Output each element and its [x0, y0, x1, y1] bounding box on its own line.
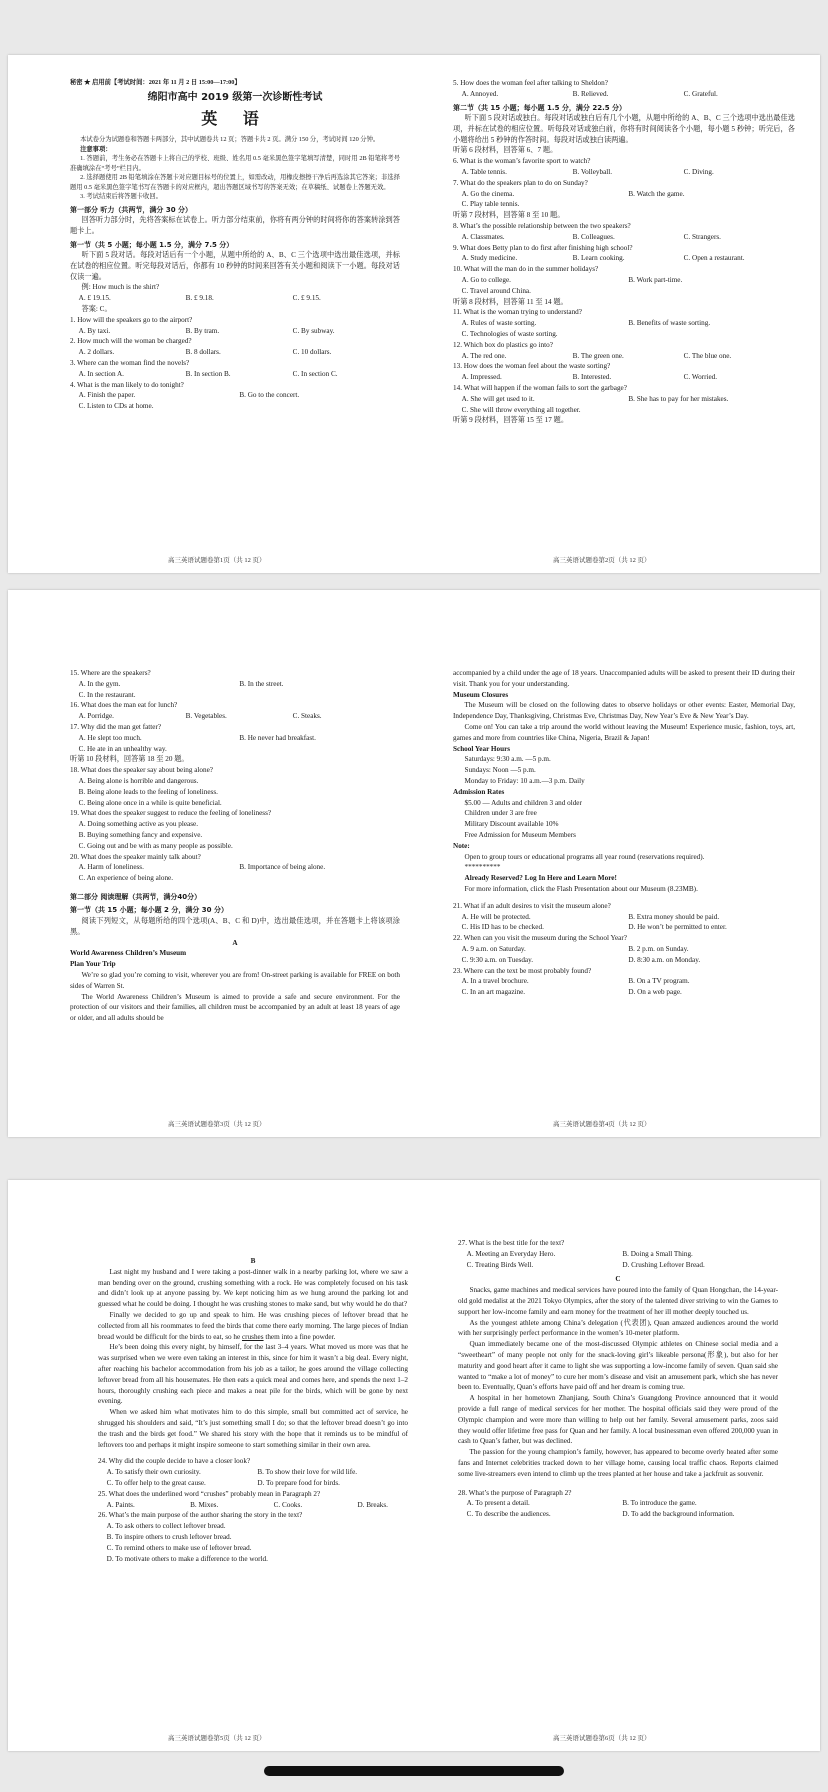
question-16-options: [70, 711, 400, 722]
option: B. Doing a Small Thing.: [622, 1249, 693, 1258]
option: C. An experience of being alone.: [78, 874, 174, 883]
passage-a-paragraph: The World Awareness Children’s Museum is aimed to provide a safe and secure environment. For the protection of our visitors and their families, all children must be accompanied by an adult at least 18 years of age or older, and all adults should be: [70, 992, 400, 1023]
option: A. By taxi.: [78, 326, 111, 335]
passage-b-paragraph: He’s been doing this every night, by himself, for the last 3–4 years. What moved us more was that he was surprised when we were even taking an interest in this, since for him it wasn’t a big deal. Every night, after reaching his bachelor accommodation from his job as a tailor, he goes around the village collecting leftover bread from all his housemates. He then eats a quick meal and comes here, and spends the next 1–2 hours, thoroughly crushing each piece and makes a neat pile for the birds, which will be gone by next evening.: [98, 1343, 408, 1406]
example-question: 例: How much is the shirt?: [81, 283, 160, 292]
question-22-options: [453, 955, 795, 966]
exam-page-3-4: [8, 590, 820, 1137]
passage-b-paragraph: Last night my husband and I were taking a post-dinner walk in a nearby parking lot, where we saw a man bending over on the ground, crushing something with a rock. He was completely focused on his task and didn’t look up at anyone passing by. We kept noticing him as we hung around the parking lot and guessed what he could be doing. I thought he was crushing stones to make sand, but why would he do that?: [98, 1267, 408, 1309]
option: C. In section C.: [292, 369, 338, 378]
option: C. Diving.: [683, 168, 714, 177]
question-16: 16. What does the man eat for lunch?: [70, 701, 178, 710]
question-28-options: [458, 1509, 778, 1520]
underlined-word: crushes: [241, 1332, 264, 1341]
option: A. Rules of waste sorting.: [461, 319, 537, 328]
option: B. Extra money should be paid.: [628, 912, 720, 921]
question-11: 11. What is the woman trying to understand?: [453, 308, 582, 317]
question-13: 13. How does the woman feel about the waste sorting?: [453, 362, 611, 371]
section-2-heading: 第二节（共 15 小题；每小题 1.5 分，满分 22.5 分）: [453, 103, 627, 112]
question-20: 20. What does the speaker mainly talk about?: [70, 852, 201, 861]
section-1-heading: 第一节（共 5 小题；每小题 1.5 分，满分 7.5 分）: [70, 240, 234, 249]
option: C. Being alone once in a while is quite beneficial.: [78, 798, 222, 807]
option: A. To satisfy their own curiosity.: [106, 1468, 201, 1477]
option: A. He will be protected.: [461, 912, 531, 921]
question-21: 21. What if an adult desires to visit the museum alone?: [453, 901, 611, 910]
option: C. Strangers.: [683, 232, 721, 241]
option: D. Crushing Leftover Bread.: [622, 1260, 705, 1269]
option: B. 8 dollars.: [185, 348, 221, 357]
rates-heading: Admission Rates: [453, 787, 505, 796]
question-23-options: [453, 987, 795, 998]
option: B. Relieved.: [572, 89, 609, 98]
option: C. 9:30 a.m. on Tuesday.: [461, 955, 534, 964]
option: B. Mixes.: [190, 1500, 219, 1509]
question-24: 24. Why did the couple decide to have a closer look?: [98, 1457, 251, 1466]
exam-page-1-2: [8, 55, 820, 573]
question-3-options: [70, 369, 400, 380]
option: A. In a travel brochure.: [461, 977, 529, 986]
exam-page-5-6: [8, 1180, 820, 1751]
option: A. In the gym.: [78, 679, 121, 688]
question-15: 15. Where are the speakers?: [70, 669, 151, 677]
option: B. Buying something fancy and expensive.: [78, 830, 203, 839]
option: B. He never had breakfast.: [239, 733, 316, 742]
option: B. Being alone leads to the feeling of loneliness.: [78, 787, 218, 796]
question-17: 17. Why did the man get fatter?: [70, 722, 162, 731]
option: C. To remind others to make use of leftover bread.: [106, 1543, 252, 1552]
passage-c-paragraph: Quan immediately became one of the most-discussed Olympic athletes on Chinese social media and a “sweetheart” of many people not only for the snack-loving girl’s likeable persona(形象), but also for her maturity and good heart after it came to light she was supporting a low-income family of seven. Quan said she wanted to “make a lot of money” to cure her mom’s disease and visit an amusement park, which she has never been to. Eventually, Quan’s efforts have paid off and her dream is coming true.: [458, 1340, 778, 1392]
option: A. The red one.: [461, 351, 507, 360]
passage-c-paragraph: The passion for the young champion’s family, however, has appeared to become overly heated after some fans and Internet celebrities tracked down to her village home, causing local traffic chaos. Reports claimed some live-streamers even intend to climb up the trees planted at her house and take a jackfruit as souvenir.: [458, 1448, 778, 1478]
option: A. Being alone is horrible and dangerous.: [78, 776, 199, 785]
question-23-options: [453, 976, 795, 987]
option: C. In the restaurant.: [78, 690, 136, 699]
option: B. By tram.: [185, 326, 220, 335]
question-8-options: [453, 232, 795, 243]
question-8: 8. What’s the possible relationship between the two speakers?: [453, 222, 631, 231]
note-text: Open to group tours or educational programs all year round (reservations required).: [464, 852, 705, 861]
question-18: 18. What does the speaker say about being alone?: [70, 766, 213, 775]
option: A. To present a detail.: [466, 1499, 530, 1508]
option: A. She will get used to it.: [461, 394, 535, 403]
option: A. He slept too much.: [78, 733, 142, 742]
option: C. He ate in an unhealthy way.: [78, 744, 167, 753]
option: C. Technologies of waste sorting.: [461, 330, 558, 339]
question-27-options: [458, 1260, 778, 1271]
page-footer: 高三英语试题卷第2页（共 12 页）: [553, 557, 651, 564]
option: A. Porridge.: [78, 712, 114, 721]
plan-trip-heading: Plan Your Trip: [70, 960, 116, 969]
question-9-options: [453, 253, 795, 264]
option: B. To show their love for wild life.: [257, 1468, 358, 1477]
question-15-options: [70, 679, 400, 690]
page-footer: 高三英语试题卷第5页（共 12 页）: [168, 1735, 266, 1742]
question-4-options: [70, 390, 400, 401]
page-footer: 高三英语试题卷第6页（共 12 页）: [553, 1735, 651, 1742]
question-14: 14. What will happen if the woman fails to sort the garbage?: [453, 384, 627, 393]
page-footer: 高三英语试题卷第3页（共 12 页）: [168, 1121, 266, 1128]
exam-title: 绵阳市高中 2019 级第一次诊断性考试: [147, 92, 323, 104]
question-10: 10. What will the man do in the summer holidays?: [453, 265, 599, 274]
option: C. Cooks.: [273, 1500, 303, 1509]
reserved-link: Already Reserved? Log In Here and Learn More!: [464, 874, 617, 883]
example-options: [70, 293, 400, 304]
option: C. His ID has to be checked.: [461, 923, 544, 932]
rates-item: Free Admission for Museum Members: [464, 830, 576, 839]
question-22: 22. When can you visit the museum during the School Year?: [453, 934, 627, 943]
option: A. Finish the paper.: [78, 391, 136, 400]
question-6: 6. What is the woman’s favorite sport to watch?: [453, 157, 591, 166]
material-10-note: 听第 10 段材料，回答第 18 至 20 题。: [70, 755, 189, 764]
rates-item: $5.00 — Adults and children 3 and older: [464, 798, 582, 807]
question-21-options: [453, 912, 795, 923]
question-23: 23. Where can the text be most probably found?: [453, 966, 592, 975]
question-5-options: [453, 89, 795, 100]
section-2-description: 听下面 5 段对话或独白。每段对话或独白后有几个小题，从题中所给的 A、B、C 三个选项中选出最佳选项，并标在试卷的相应位置。听每段对话或独白前，你将有时间阅读各个小题，每小题 5 秒钟；听完后，各小题将给出 5 秒钟的作答时间。每段对话或独白读两遍。: [453, 114, 795, 144]
promo-text: Come on! You can take a trip around the world without leaving the Museum! Experience music, fashion, toys, art, games and more from countries like China, Nigeria, Brazil & Japan!: [453, 722, 795, 742]
option: C. To describe the audiences.: [466, 1510, 551, 1519]
option: A. Impressed.: [461, 373, 502, 382]
option: C. Listen to CDs at home.: [78, 402, 154, 411]
rates-item: Children under 3 are free: [464, 809, 537, 818]
note-2: 2. 选择题使用 2B 铅笔填涂在答题卡对应题目标号的位置上，如需改动，用橡皮擦擦干净后再选涂其它答案；非选择题用 0.5 毫米黑色签字笔书写在答题卡的对应框内，超出答题区域书写的答案无效；在草稿纸、试题卷上答题无效。: [70, 174, 400, 191]
question-27-options: [458, 1249, 778, 1260]
passage-b-paragraph: [98, 1310, 408, 1342]
question-28: 28. What’s the purpose of Paragraph 2?: [458, 1488, 572, 1497]
option: A. Annoyed.: [461, 89, 499, 98]
notes-title: 注意事项：: [80, 145, 112, 153]
option: B. In the street.: [239, 679, 284, 688]
question-7-options: [453, 189, 795, 200]
note-3: 3. 考试结束后将答题卡收回。: [80, 193, 162, 201]
question-2-options: [70, 347, 400, 358]
note-1: 1. 答题前，考生务必在答题卡上将自己的学校、班级、姓名用 0.5 毫米黑色签字笔填写清楚，同时用 2B 铅笔将考号准确填涂在“考号”栏目内。: [70, 155, 400, 172]
option: A. Doing something active as you please.: [78, 820, 198, 829]
option: D. To prepare food for birds.: [257, 1478, 340, 1487]
section-1-description: 听下面 5 段对话。每段对话后有一个小题，从题中所给的 A、B、C 三个选项中选出最佳选项，并标在试卷的相应位置。听完每段对话后，你都有 10 秒钟的时间来回答有关小题和阅读下一小题。每段对话仅读一遍。: [70, 251, 400, 281]
passage-c-paragraph: A hospital in her hometown Zhanjiang, South China’s Guangdong Province announced that it would provide a full range of medical services for her mother. The hospital officials said they were proud of the Olympic champion and were more than willing to help out her family. Several amusement parks, zoos said they would offer lifetime free pass for Quan and her family. A local businessman even offered 200,000 yuan in cash to Quan’s father, but was declined.: [458, 1394, 778, 1446]
option: C. Travel around China.: [461, 286, 531, 295]
part-2-description: 阅读下列短文，从每题所给的四个选项(A、B、C 和 D)中，选出最佳选项，并在答题卡上将该项涂黑。: [70, 916, 400, 936]
closures-text: The Museum will be closed on the following dates to observe holidays or other events: Easter, Memorial Day, Independence Day, Thanksgiving, Christmas Eve, Christmas Day, New Year’s Eve & New Year’s Day.: [453, 701, 795, 721]
option: A. Go to college.: [461, 276, 511, 285]
option: A. Go the cinema.: [461, 189, 515, 198]
option: D. To add the background information.: [622, 1510, 735, 1519]
passage-a-label: A: [232, 938, 238, 947]
closures-heading: Museum Closures: [453, 690, 509, 699]
part-1-description: 回答听力部分时，先将答案标在试卷上。听力部分结束前，你将有两分钟的时间将你的答案转涂到答题卡上。: [70, 216, 400, 235]
question-14-options: [453, 394, 795, 405]
option: B. 2 p.m. on Sunday.: [628, 944, 689, 953]
option: A. In section A.: [78, 369, 124, 378]
option: C. Grateful.: [683, 89, 718, 98]
option: B. Benefits of waste sorting.: [628, 319, 711, 328]
page-2-column: [453, 78, 795, 426]
option: B. To inspire others to crush leftover bread.: [106, 1532, 232, 1541]
option: D. To motivate others to make a difference to the world.: [106, 1554, 268, 1563]
question-5: 5. How does the woman feel after talking to Sheldon?: [453, 79, 608, 87]
option: B. Vegetables.: [185, 712, 227, 721]
option: C. £ 9.15.: [292, 294, 321, 303]
page-footer: 高三英语试题卷第1页（共 12 页）: [168, 557, 266, 564]
option: B. On a TV program.: [628, 977, 690, 986]
question-7: 7. What do the speakers plan to do on Sunday?: [453, 178, 588, 187]
question-11-options: [453, 318, 795, 329]
option: B. Go to the concert.: [239, 391, 300, 400]
passage-b-label: B: [250, 1257, 256, 1265]
option: B. Importance of being alone.: [239, 863, 326, 872]
option: A. Paints.: [106, 1500, 135, 1509]
more-info-text: For more information, click the Flash Presentation about our Museum (8.23MB).: [464, 884, 698, 893]
part-1-heading: 第一部分 听力（共两节，满分 30 分）: [70, 205, 193, 214]
option: B. Interested.: [572, 373, 612, 382]
option: C. Worried.: [683, 373, 718, 382]
page-1-column: [70, 78, 400, 412]
text-segment: them into a fine powder.: [263, 1332, 336, 1341]
question-25-options: [98, 1500, 408, 1511]
question-6-options: [453, 167, 795, 178]
option: A. Classmates.: [461, 232, 505, 241]
option: C. By subway.: [292, 326, 335, 335]
question-12-options: [453, 351, 795, 362]
option: B. Colleagues.: [572, 232, 615, 241]
option: C. Play table tennis.: [461, 200, 520, 209]
stars-divider: **********: [464, 863, 501, 872]
option: D. He won’t be permitted to enter.: [628, 923, 727, 932]
option: D. On a web page.: [628, 988, 682, 997]
question-20-options: [70, 862, 400, 873]
note-heading: Note:: [453, 841, 470, 850]
home-indicator[interactable]: [264, 1766, 564, 1776]
part-2-heading: 第二部分 阅读理解（共两节，满分40分）: [70, 892, 202, 901]
material-6-note: 听第 6 段材料，回答第 6、7 题。: [453, 146, 558, 155]
material-7-note: 听第 7 段材料，回答第 8 至 10 题。: [453, 211, 565, 220]
question-3: 3. Where can the woman find the novels?: [70, 359, 190, 368]
confidential-header: 秘密 ★ 启用前【考试时间：2021 年 11 月 2 日 15:00—17:00】: [70, 79, 241, 86]
hours-heading: School Year Hours: [453, 744, 511, 753]
hours-item: Sundays: Noon —5 p.m.: [464, 766, 536, 775]
page-3-column: [70, 668, 400, 1024]
example-answer: 答案: C。: [81, 305, 112, 314]
page-4-column: [453, 668, 795, 998]
option: C. Going out and be with as many people as possible.: [78, 841, 233, 850]
page-footer: 高三英语试题卷第4页（共 12 页）: [553, 1121, 651, 1128]
option: B. Volleyball.: [572, 168, 613, 177]
question-4: 4. What is the man likely to do tonight?: [70, 380, 184, 389]
hours-item: Monday to Friday: 10 a.m.—3 p.m. Daily: [464, 776, 585, 785]
option: A. Harm of loneliness.: [78, 863, 144, 872]
museum-title: World Awareness Children’s Museum: [70, 949, 187, 958]
option: C. The blue one.: [683, 351, 732, 360]
option: C. In an art magazine.: [461, 988, 526, 997]
rates-item: Military Discount available 10%: [464, 820, 559, 829]
passage-a-paragraph: accompanied by a child under the age of 18 years. Unaccompanied adults will be asked to present their ID during their visit. Thank you for your understanding.: [453, 669, 795, 688]
hours-item: Saturdays: 9:30 a.m. —5 p.m.: [464, 755, 551, 764]
page-6-column: [458, 1238, 778, 1520]
option: B. In section B.: [185, 369, 231, 378]
question-9: 9. What does Betty plan to do first after finishing high school?: [453, 243, 633, 252]
option: B. She has to pay for her mistakes.: [628, 394, 729, 403]
text-segment: Finally we decided to go up and speak to him. He was crushing pieces of leftover bread that he collected from all his roommates to feed the birds that come there early morning. The large pieces of Indian bread would be difficult for the birds to eat, so he: [98, 1310, 408, 1341]
option: C. Steaks.: [292, 712, 322, 721]
question-1: 1. How will the speakers go to the airport?: [70, 315, 193, 324]
option: B. Watch the game.: [628, 189, 685, 198]
question-19: 19. What does the speaker suggest to reduce the feeling of loneliness?: [70, 809, 272, 818]
option: C. Treating Birds Well.: [466, 1260, 534, 1269]
question-25: 25. What does the underlined word “crushes” probably mean in Paragraph 2?: [98, 1489, 321, 1498]
question-22-options: [453, 944, 795, 955]
passage-c-paragraph: As the youngest athlete among China’s delegation (代表团), Quan amazed audiences around the world with her surprisingly perfect performance in the women’s 10-meter platform.: [458, 1318, 778, 1338]
option: A. £ 19.15.: [78, 294, 111, 303]
question-26: 26. What’s the main purpose of the author sharing the story in the text?: [98, 1511, 303, 1520]
option: B. The green one.: [572, 351, 624, 360]
option: C. Open a restaurant.: [683, 254, 745, 263]
option: A. Study medicine.: [461, 254, 518, 263]
option: D. Breaks.: [357, 1500, 388, 1509]
option: A. Table tennis.: [461, 168, 507, 177]
exam-intro: 本试卷分为试题卷和答题卡两部分，其中试题卷共 12 页；答题卡共 2 页。满分 150 分，考试时间 120 分钟。: [80, 136, 380, 144]
question-13-options: [453, 372, 795, 383]
option: C. 10 dollars.: [292, 348, 332, 357]
passage-c-paragraph: Snacks, game machines and medical services have poured into the family of Quan Hongchan, the 14-year-old gold medalist at the 2021 Tokyo Olympics, after the story of the talented diver striving to win the Games to support her low-income family and earn money for the treatment of her ill mother deeply touched us.: [458, 1286, 778, 1316]
option: A. 2 dollars.: [78, 348, 115, 357]
option: A. Meeting an Everyday Hero.: [466, 1249, 556, 1258]
question-2: 2. How much will the woman be charged?: [70, 337, 192, 346]
question-10-options: [453, 275, 795, 286]
question-21-options: [453, 922, 795, 933]
part-2-section-1-heading: 第一节（共 15 小题；每小题 2 分，满分 30 分）: [70, 906, 228, 915]
option: A. To ask others to collect leftover bread.: [106, 1522, 226, 1531]
question-12: 12. Which box do plastics go into?: [453, 340, 553, 349]
option: C. She will throw everything all together.: [461, 405, 581, 414]
option: B. Learn cooking.: [572, 254, 625, 263]
option: C. To offer help to the great cause.: [106, 1478, 206, 1487]
question-27: 27. What is the best title for the text?: [458, 1239, 565, 1247]
passage-a-paragraph: We’re so glad you’re coming to visit, wherever you are from! On-street parking is available for FREE on both sides of Warren St.: [70, 970, 400, 990]
question-28-options: [458, 1498, 778, 1509]
option: B. To introduce the game.: [622, 1499, 697, 1508]
passage-b-paragraph: When we asked him what motivates him to do this simple, small but committed act of service, he shrugged his shoulders and said, “It’s just something small I do; so that the leftover bread doesn’t go into the trash and the birds get food.” We shared his story with the hope that it reminds us to be mindful of leftovers too and perhaps it might inspire someone to start something similar in their own area.: [98, 1408, 408, 1449]
question-24-options: [98, 1467, 408, 1478]
material-8-note: 听第 8 段材料，回答第 11 至 14 题。: [453, 297, 568, 306]
question-17-options: [70, 733, 400, 744]
question-24-options: [98, 1478, 408, 1489]
option: B. Work part-time.: [628, 276, 683, 285]
passage-c-label: C: [615, 1275, 621, 1284]
option: A. 9 a.m. on Saturday.: [461, 944, 526, 953]
material-9-note: 听第 9 段材料，回答第 15 至 17 题。: [453, 416, 569, 425]
option: D. 8:30 a.m. on Monday.: [628, 955, 701, 964]
page-5-column: [98, 1256, 408, 1564]
option: B. £ 9.18.: [185, 294, 214, 303]
question-1-options: [70, 326, 400, 337]
subject-title: 英 语: [201, 109, 269, 129]
